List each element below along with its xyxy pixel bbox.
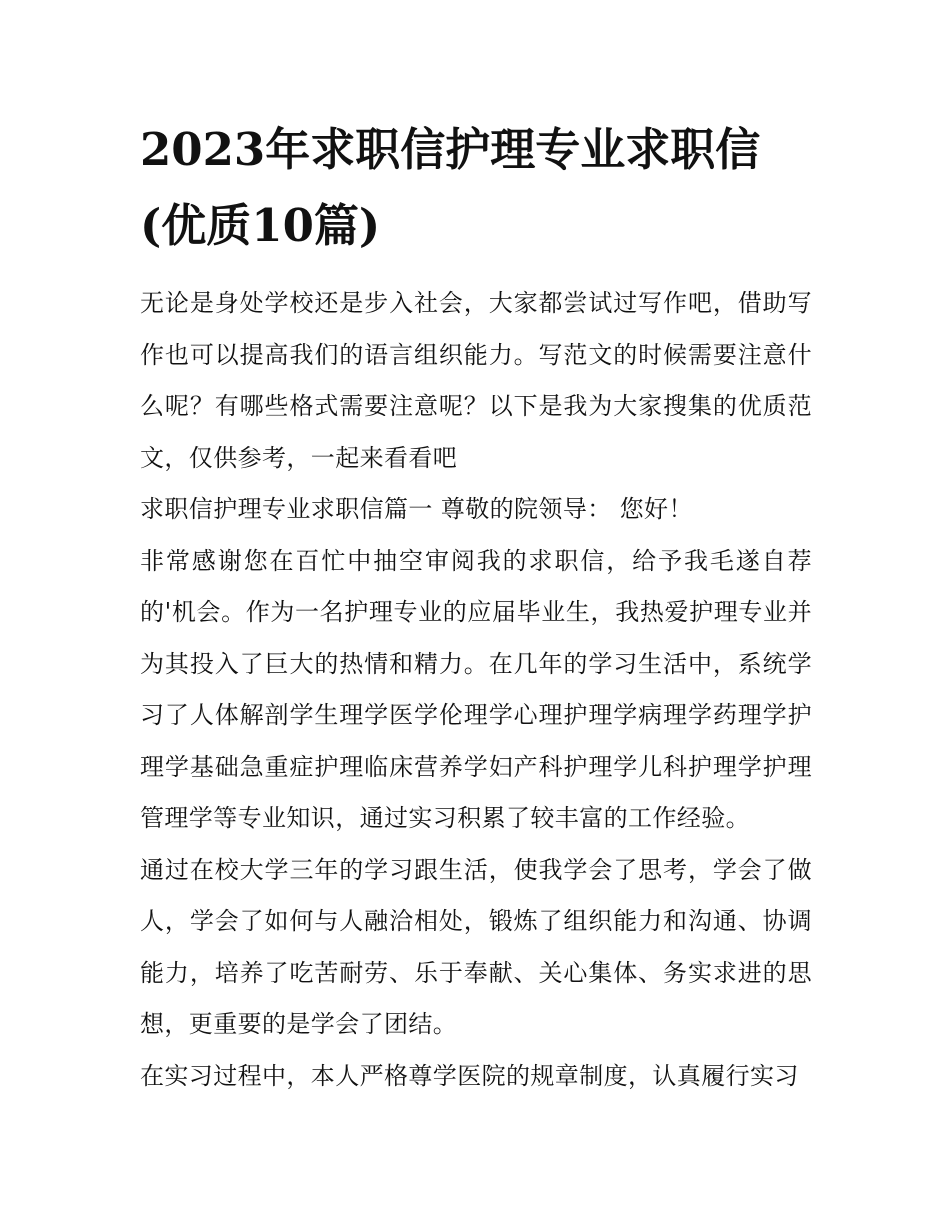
paragraph-intro: 无论是身处学校还是步入社会，大家都尝试过写作吧，借助写作也可以提高我们的语言组织能力。写范文的时候需要注意什么呢？有哪些格式需要注意呢？以下是我为大家搜集的优质范文，仅供参考，一起来看看吧 [140, 289, 812, 472]
paragraph-internship: 在实习过程中，本人严格尊学医院的规章制度，认真履行实习 [140, 1061, 799, 1090]
paragraph-opening: 非常感谢您在百忙中抽空审阅我的求职信，给予我毛遂自荐的'机会。作为一名护理专业的应届毕业生，我热爱护理专业并为其投入了巨大的热情和精力。在几年的学习生活中，系统学习了人体解剖学生理学医学伦理学心理护理学病理学药理学护理学基础急重症护理临床营养学妇产科护理学儿科护理学护理管理学等专业知识，通过实习积累了较丰富的工作经验。 [140, 546, 812, 832]
document-body [140, 112, 812, 1102]
paragraph-growth: 通过在校大学三年的学习跟生活，使我学会了思考，学会了做人，学会了如何与人融洽相处，锻炼了组织能力和沟通、协调能力，培养了吃苦耐劳、乐于奉献、关心集体、务实求进的思想，更重要的是学会了团结。 [140, 855, 812, 1038]
paragraph-salutation: 求职信护理专业求职信篇一 尊敬的院领导： 您好！ [140, 495, 693, 523]
document-title: 2023年求职信护理专业求职信(优质10篇) [140, 123, 761, 252]
